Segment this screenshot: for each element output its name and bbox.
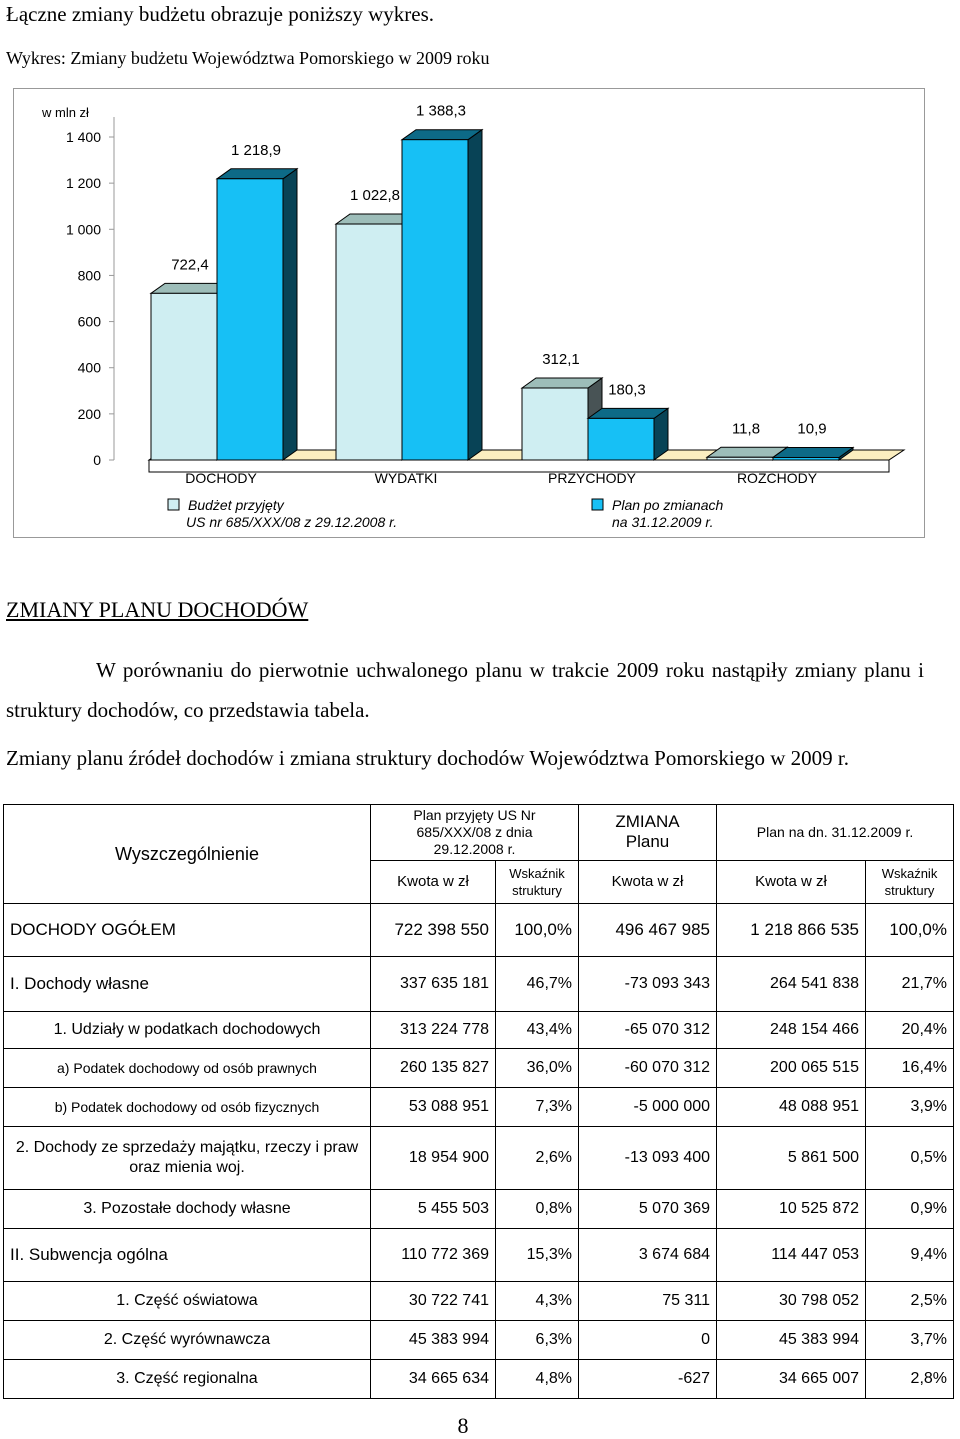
y-tick-label: 1 000: [65, 221, 101, 238]
row-label: DOCHODY OGÓŁEM: [4, 904, 371, 957]
bar-top: [773, 447, 853, 457]
chart-caption: Wykres: Zmiany budżetu Województwa Pomorskiego w 2009 roku: [6, 48, 490, 68]
bar-side: [468, 130, 482, 460]
row-label: 1. Udziały w podatkach dochodowych: [4, 1012, 371, 1049]
cell-kwota: 260 135 827: [371, 1049, 496, 1088]
row-label: b) Podatek dochodowy od osób fizycznych: [4, 1088, 371, 1127]
x-tick-label: ROZCHODY: [736, 470, 818, 486]
header-zmiana: ZMIANA Planu: [579, 805, 717, 861]
y-tick-label: 600: [77, 313, 101, 330]
legend-label: Budżet przyjęty: [188, 497, 284, 513]
header-kwota-3: Kwota w zł: [717, 860, 866, 903]
data-label: 1 218,9: [230, 141, 282, 159]
cell-plan: 45 383 994: [717, 1321, 866, 1360]
cell-wskaznik: 4,8%: [496, 1360, 579, 1399]
cell-kwota: 45 383 994: [371, 1321, 496, 1360]
data-label: 10,9: [797, 420, 827, 438]
header-kwota-1: Kwota w zł: [371, 860, 496, 903]
y-unit-label: w mln zł: [42, 105, 89, 120]
cell-zmiana: 5 070 369: [579, 1190, 717, 1229]
table-row: [4, 1282, 954, 1321]
row-label: 2. Część wyrównawcza: [4, 1321, 371, 1360]
cell-wskaznik-2: 0,9%: [866, 1190, 954, 1229]
legend-label: Plan po zmianach: [612, 497, 724, 513]
cell-kwota: 110 772 369: [371, 1229, 496, 1282]
cell-plan: 1 218 866 535: [717, 904, 866, 957]
cell-wskaznik: 43,4%: [496, 1012, 579, 1049]
bar: [707, 457, 773, 460]
bar: [336, 224, 402, 460]
cell-zmiana: -627: [579, 1360, 717, 1399]
cell-plan: 5 861 500: [717, 1127, 866, 1190]
bar: [151, 293, 217, 460]
cell-kwota: 34 665 634: [371, 1360, 496, 1399]
cell-plan: 200 065 515: [717, 1049, 866, 1088]
intro-text: Łączne zmiany budżetu obrazuje poniższy wykres.: [6, 2, 434, 26]
cell-wskaznik-2: 3,9%: [866, 1088, 954, 1127]
cell-kwota: 722 398 550: [371, 904, 496, 957]
y-tick-label: 1 400: [65, 129, 101, 145]
cell-wskaznik: 15,3%: [496, 1229, 579, 1282]
chart-frame: [13, 88, 925, 538]
cell-plan: 10 525 872: [717, 1190, 866, 1229]
x-tick-label: DOCHODY: [185, 470, 257, 486]
header-plan-przyjety: Plan przyjęty US Nr 685/XXX/08 z dnia 29.12.2008 r.: [371, 805, 579, 861]
bar: [217, 179, 283, 460]
cell-zmiana: 0: [579, 1321, 717, 1360]
table-row: [4, 1360, 954, 1399]
cell-kwota: 30 722 741: [371, 1282, 496, 1321]
cell-kwota: 53 088 951: [371, 1088, 496, 1127]
cell-kwota: 313 224 778: [371, 1012, 496, 1049]
data-label: 1 022,8: [349, 187, 401, 205]
cell-zmiana: 3 674 684: [579, 1229, 717, 1282]
bar-side: [283, 169, 297, 460]
page-number: 8: [457, 1413, 469, 1438]
header-wyszczegolnienie: Wyszczególnienie: [4, 805, 371, 904]
table-row: [4, 957, 954, 1012]
cell-wskaznik: 2,6%: [496, 1127, 579, 1190]
cell-wskaznik: 4,3%: [496, 1282, 579, 1321]
row-label: a) Podatek dochodowy od osób prawnych: [4, 1049, 371, 1088]
cell-zmiana: -60 070 312: [579, 1049, 717, 1088]
legend-label: na 31.12.2009 r.: [612, 514, 714, 530]
bar-top: [522, 378, 602, 388]
table-row: [4, 1088, 954, 1127]
row-label: II. Subwencja ogólna: [4, 1229, 371, 1282]
bar-top: [217, 169, 297, 179]
legend-swatch: [592, 499, 603, 510]
row-label: I. Dochody własne: [4, 957, 371, 1012]
cell-wskaznik-2: 0,5%: [866, 1127, 954, 1190]
header-plan-na-dn: Plan na dn. 31.12.2009 r.: [717, 805, 954, 861]
cell-plan: 48 088 951: [717, 1088, 866, 1127]
header-kwota-2: Kwota w zł: [579, 860, 717, 903]
cell-kwota: 18 954 900: [371, 1127, 496, 1190]
data-label: 312,1: [542, 350, 580, 368]
cell-kwota: 5 455 503: [371, 1190, 496, 1229]
bar-chart: [14, 89, 924, 537]
cell-wskaznik: 100,0%: [496, 904, 579, 957]
header-wskaznik-2: Wskaźnik struktury: [866, 860, 954, 903]
table-row: [4, 904, 954, 957]
table-row: [4, 1049, 954, 1088]
cell-wskaznik-2: 20,4%: [866, 1012, 954, 1049]
table-row: [4, 1012, 954, 1049]
data-label: 1 388,3: [415, 102, 467, 120]
cell-wskaznik-2: 2,8%: [866, 1360, 954, 1399]
cell-wskaznik-2: 9,4%: [866, 1229, 954, 1282]
cell-plan: 264 541 838: [717, 957, 866, 1012]
row-label: 3. Część regionalna: [4, 1360, 371, 1399]
row-label: 3. Pozostałe dochody własne: [4, 1190, 371, 1229]
table-row: [4, 1321, 954, 1360]
x-tick-label: WYDATKI: [374, 470, 438, 486]
cell-wskaznik-2: 21,7%: [866, 957, 954, 1012]
cell-plan: 30 798 052: [717, 1282, 866, 1321]
x-tick-label: PRZYCHODY: [548, 470, 636, 486]
cell-wskaznik: 46,7%: [496, 957, 579, 1012]
y-tick-label: 400: [77, 359, 101, 376]
cell-wskaznik-2: 3,7%: [866, 1321, 954, 1360]
cell-zmiana: -5 000 000: [579, 1088, 717, 1127]
data-label: 180,3: [608, 381, 646, 399]
cell-wskaznik-2: 100,0%: [866, 904, 954, 957]
y-tick-label: 1 200: [65, 175, 101, 192]
header-wskaznik-1: Wskaźnik struktury: [496, 860, 579, 903]
cell-wskaznik: 0,8%: [496, 1190, 579, 1229]
table-caption: Zmiany planu źródeł dochodów i zmiana struktury dochodów Województwa Pomorskiego w 2009 r.: [6, 746, 850, 770]
row-label: 2. Dochody ze sprzedaży majątku, rzeczy i praw oraz mienia woj.: [4, 1127, 371, 1190]
bar: [773, 457, 839, 460]
bar: [522, 388, 588, 460]
table-row: [4, 1127, 954, 1190]
paragraph: W porównaniu do pierwotnie uchwalonego planu w trakcie 2009 roku nastąpiły zmiany planu i struktury dochodów, co przedstawia tabela.: [6, 658, 924, 722]
bar: [588, 418, 654, 460]
cell-zmiana: -65 070 312: [579, 1012, 717, 1049]
cell-wskaznik: 36,0%: [496, 1049, 579, 1088]
cell-zmiana: 496 467 985: [579, 904, 717, 957]
legend-swatch: [168, 499, 179, 510]
data-label: 722,4: [171, 256, 209, 274]
bar-top: [588, 408, 668, 418]
table-row: [4, 1190, 954, 1229]
bar-top: [402, 130, 482, 140]
cell-zmiana: -73 093 343: [579, 957, 717, 1012]
cell-plan: 34 665 007: [717, 1360, 866, 1399]
cell-wskaznik: 7,3%: [496, 1088, 579, 1127]
bar: [402, 140, 468, 460]
cell-plan: 248 154 466: [717, 1012, 866, 1049]
cell-zmiana: -13 093 400: [579, 1127, 717, 1190]
cell-kwota: 337 635 181: [371, 957, 496, 1012]
y-tick-label: 200: [77, 405, 101, 422]
cell-plan: 114 447 053: [717, 1229, 866, 1282]
row-label: 1. Część oświatowa: [4, 1282, 371, 1321]
cell-wskaznik: 6,3%: [496, 1321, 579, 1360]
budget-table: [3, 804, 954, 1399]
cell-zmiana: 75 311: [579, 1282, 717, 1321]
legend-label: US nr 685/XXX/08 z 29.12.2008 r.: [186, 514, 398, 530]
section-title: ZMIANY PLANU DOCHODÓW: [6, 597, 309, 622]
cell-wskaznik-2: 2,5%: [866, 1282, 954, 1321]
table-row: [4, 1229, 954, 1282]
y-tick-label: 800: [77, 267, 101, 284]
y-tick-label: 0: [93, 452, 101, 468]
data-label: 11,8: [731, 420, 761, 438]
cell-wskaznik-2: 16,4%: [866, 1049, 954, 1088]
